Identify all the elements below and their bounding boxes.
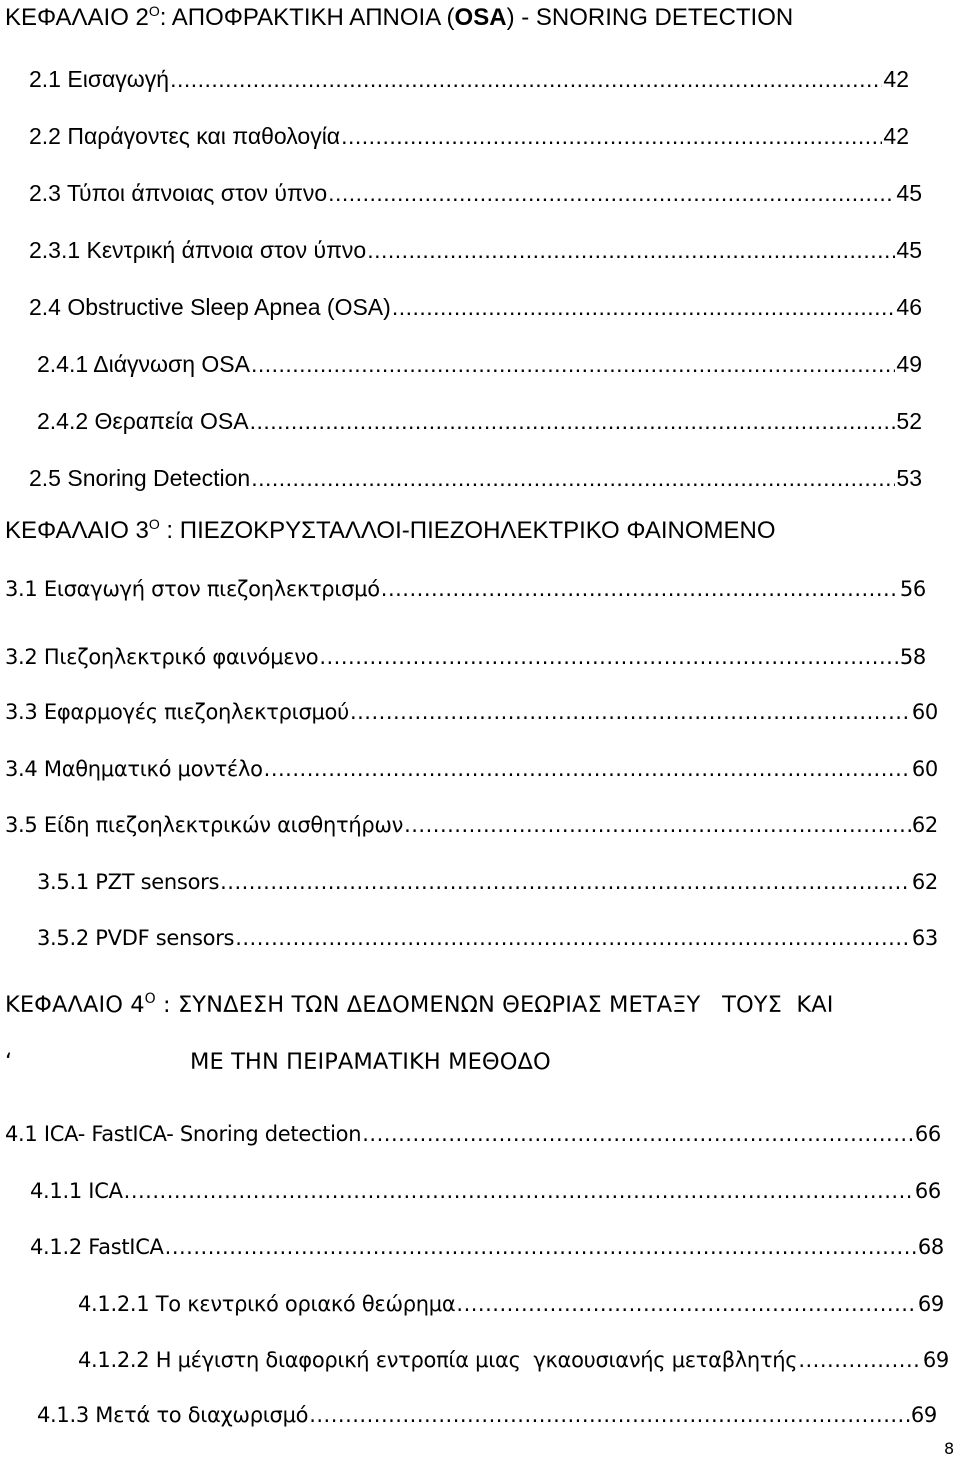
leader-dots bbox=[124, 1181, 914, 1202]
leader-dots bbox=[362, 1124, 914, 1145]
toc-entry-page: 69 bbox=[922, 1348, 949, 1372]
toc-entry-title: 2.4.1 Διάγνωση OSA bbox=[37, 351, 250, 377]
chapter2-heading-bold: OSA bbox=[454, 4, 507, 31]
page-number: 8 bbox=[944, 1439, 955, 1458]
toc-entry-title: 2.2 Παράγοντες και παθολογία bbox=[29, 123, 341, 149]
chapter4-heading-label: ΚΕΦΑΛΑΙΟ 4 bbox=[5, 992, 145, 1018]
toc-entry-title: 2.4 Obstructive Sleep Apnea (OSA) bbox=[29, 294, 391, 320]
toc-entry-page: 63 bbox=[911, 926, 938, 950]
toc-entry-page: 42 bbox=[883, 123, 909, 149]
leader-dots bbox=[251, 353, 895, 376]
leader-dots bbox=[381, 579, 899, 600]
toc-entry-2-4-2[interactable] bbox=[37, 410, 922, 433]
leader-dots bbox=[170, 68, 882, 91]
chapter2-heading-end: ) - SNORING DETECTION bbox=[506, 4, 794, 31]
toc-entry-title: 3.2 Πιεζοηλεκτρικό φαινόμενο bbox=[5, 645, 319, 669]
leader-dots bbox=[309, 1405, 910, 1426]
chapter4-heading-mark: ‘ bbox=[5, 1049, 13, 1075]
toc-entry-page: 60 bbox=[911, 757, 938, 781]
toc-entry-3-2[interactable] bbox=[5, 647, 926, 668]
toc-entry-page: 56 bbox=[899, 577, 926, 601]
chapter4-heading-line2: ΜΕ ΤΗΝ ΠΕΙΡΑΜΑΤΙΚΗ ΜΕΘΟΔΟ bbox=[190, 1049, 551, 1075]
toc-entry-title: 3.4 Μαθηματικό μοντέλο bbox=[5, 757, 263, 781]
toc-entry-2-3[interactable] bbox=[29, 182, 922, 205]
toc-entry-page: 42 bbox=[883, 66, 909, 92]
toc-entry-page: 58 bbox=[899, 645, 926, 669]
toc-entry-page: 69 bbox=[917, 1292, 944, 1316]
toc-entry-4-1-3[interactable] bbox=[37, 1405, 937, 1426]
toc-entry-4-1-2-1[interactable] bbox=[78, 1294, 944, 1315]
toc-entry-page: 66 bbox=[914, 1179, 941, 1203]
toc-entry-title: 3.5 Είδη πιεζοηλεκτρικών αισθητήρων bbox=[5, 813, 404, 837]
toc-entry-title: 3.1 Εισαγωγή στον πιεζοηλεκτρισμό bbox=[5, 577, 380, 601]
toc-entry-2-1[interactable] bbox=[29, 68, 909, 91]
chapter4-heading bbox=[5, 991, 834, 1018]
toc-entry-title: 4.1.2.1 Το κεντρικό οριακό θεώρημα bbox=[78, 1292, 456, 1316]
leader-dots bbox=[251, 467, 895, 490]
toc-entry-page: 60 bbox=[911, 700, 938, 724]
chapter4-heading-superscript: Ο bbox=[144, 991, 156, 1007]
leader-dots bbox=[235, 928, 911, 949]
leader-dots bbox=[456, 1294, 916, 1315]
leader-dots bbox=[220, 872, 911, 893]
toc-entry-2-2[interactable] bbox=[29, 125, 909, 148]
leader-dots bbox=[392, 296, 896, 319]
toc-entry-title: 4.1 ICA- FastICA- Snoring detection bbox=[5, 1122, 362, 1146]
toc-entry-title: 3.3 Εφαρμογές πιεζοηλεκτρισμού bbox=[5, 700, 349, 724]
chapter2-heading-label: ΚΕΦΑΛΑΙΟ 2 bbox=[5, 4, 149, 31]
toc-entry-3-5-1[interactable] bbox=[37, 872, 938, 893]
leader-dots bbox=[798, 1350, 922, 1371]
toc-entry-3-1[interactable] bbox=[5, 579, 926, 600]
toc-entry-2-5[interactable] bbox=[29, 467, 922, 490]
toc-entry-title: 3.5.1 PZT sensors bbox=[37, 870, 220, 894]
leader-dots bbox=[350, 702, 911, 723]
leader-dots bbox=[250, 410, 896, 433]
toc-entry-title: 3.5.2 PVDF sensors bbox=[37, 926, 235, 950]
toc-entry-title: 2.5 Snoring Detection bbox=[29, 465, 251, 491]
chapter3-heading-title: : ΠΙΕΖΟΚΡΥΣΤΑΛΛΟΙ-ΠΙΕΖΟΗΛΕΚΤΡΙΚΟ ΦΑΙΝΟΜΕΝΟ bbox=[159, 517, 776, 544]
toc-entry-page: 62 bbox=[911, 813, 938, 837]
leader-dots bbox=[341, 125, 882, 148]
toc-entry-page: 53 bbox=[896, 465, 922, 491]
toc-entry-page: 62 bbox=[911, 870, 938, 894]
toc-entry-title: 4.1.3 Μετά το διαχωρισμό bbox=[37, 1403, 309, 1427]
toc-entry-title: 2.3.1 Κεντρική άπνοια στον ύπνο bbox=[29, 237, 367, 263]
toc-entry-4-1-2[interactable] bbox=[30, 1237, 944, 1258]
toc-entry-page: 45 bbox=[896, 237, 922, 263]
toc-entry-page: 46 bbox=[896, 294, 922, 320]
chapter2-heading-title: : ΑΠΟΦΡΑΚΤΙΚΗ ΑΠΝΟΙΑ ( bbox=[159, 4, 455, 31]
leader-dots bbox=[328, 182, 895, 205]
chapter3-heading bbox=[5, 516, 776, 544]
chapter3-heading-label: ΚΕΦΑΛΑΙΟ 3 bbox=[5, 517, 149, 544]
chapter3-heading-superscript: Ο bbox=[148, 516, 160, 532]
leader-dots bbox=[264, 759, 911, 780]
leader-dots bbox=[165, 1237, 917, 1258]
toc-entry-4-1-2-2[interactable] bbox=[78, 1350, 949, 1371]
toc-entry-title: 2.4.2 Θεραπεία OSA bbox=[37, 408, 249, 434]
chapter2-heading bbox=[5, 3, 794, 31]
toc-entry-title: 2.3 Τύποι άπνοιας στον ύπνο bbox=[29, 180, 328, 206]
leader-dots bbox=[404, 815, 911, 836]
toc-entry-2-4[interactable] bbox=[29, 296, 922, 319]
toc-entry-3-4[interactable] bbox=[5, 759, 938, 780]
toc-entry-page: 45 bbox=[896, 180, 922, 206]
toc-entry-4-1-1[interactable] bbox=[30, 1181, 941, 1202]
toc-entry-2-4-1[interactable] bbox=[37, 353, 922, 376]
toc-entry-page: 49 bbox=[896, 351, 922, 377]
toc-entry-title: 2.1 Εισαγωγή bbox=[29, 66, 170, 92]
toc-entry-page: 66 bbox=[914, 1122, 941, 1146]
toc-entry-3-5-2[interactable] bbox=[37, 928, 938, 949]
leader-dots bbox=[367, 239, 895, 262]
toc-entry-title: 4.1.2.2 Η μέγιστη διαφορική εντροπία μιας γκαουσιανής μεταβλητής bbox=[78, 1348, 798, 1372]
chapter2-heading-superscript: Ο bbox=[148, 3, 160, 19]
toc-entry-3-3[interactable] bbox=[5, 702, 938, 723]
leader-dots bbox=[319, 647, 899, 668]
toc-entry-2-3-1[interactable] bbox=[29, 239, 922, 262]
chapter4-heading-title: : ΣΥΝΔΕΣΗ ΤΩΝ ΔΕΔΟΜΕΝΩΝ ΘΕΩΡΙΑΣ ΜΕΤΑΞΥ ΤΟΥΣ ΚΑΙ bbox=[155, 992, 834, 1018]
toc-entry-page: 69 bbox=[910, 1403, 937, 1427]
toc-entry-page: 52 bbox=[896, 408, 922, 434]
toc-entry-title: 4.1.2 FastICA bbox=[30, 1235, 164, 1259]
toc-entry-title: 4.1.1 ICA bbox=[30, 1179, 123, 1203]
toc-entry-3-5[interactable] bbox=[5, 815, 938, 836]
toc-entry-4-1[interactable] bbox=[5, 1124, 941, 1145]
toc-entry-page: 68 bbox=[917, 1235, 944, 1259]
